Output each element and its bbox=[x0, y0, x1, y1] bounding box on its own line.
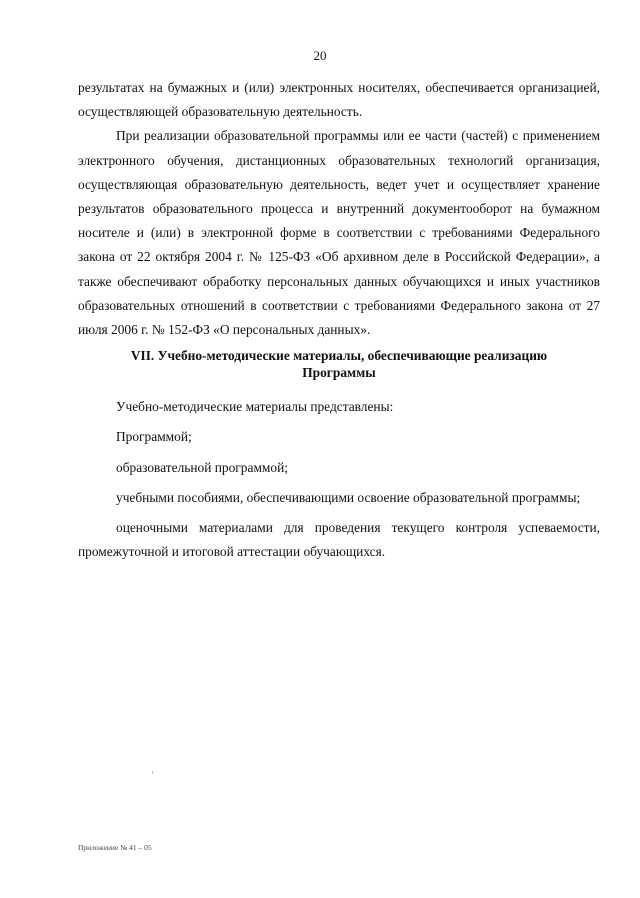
list-item: учебными пособиями, обеспечивающими освоение образовательной программы; bbox=[116, 489, 581, 505]
list-item: образовательной программой; bbox=[116, 459, 288, 475]
footer-annex-note: Приложение № 41 – 05 bbox=[78, 843, 152, 852]
list-item: Программой; bbox=[116, 429, 192, 445]
scan-speck bbox=[152, 771, 153, 774]
paragraph-continuation: результатах на бумажных и (или) электронных носителях, обеспечивается организацией, осуществляющей образовательную деятельность. bbox=[78, 80, 600, 120]
paragraph-electronic-learning: При реализации образовательной программы или ее части (частей) с применением электронного обучения, дистанционных образовательных технологий организация, осуществляющая образовательную деятельность, ведет учет и осуществляет хранение результатов образовательного процесса и внутренний документооборот на бумажном носителе и (или) в электронной форме в соответствии с требованиями Федерального закона от 22 октября 2004 г. № 125-ФЗ «Об архивном деле в Российской Федерации», а также обеспечивают обработку персональных данных обучающихся и иных участников образовательных отношений в соответствии с требованиями Федерального закона от 27 июля 2006 г. № 152-ФЗ «О персональных данных». bbox=[78, 128, 600, 338]
section-heading bbox=[78, 348, 600, 381]
section-heading-line-1: VII. Учебно-методические материалы, обеспечивающие реализацию bbox=[130, 348, 548, 364]
document-body bbox=[78, 76, 600, 570]
list-item: оценочными материалами для проведения текущего контроля успеваемости, промежуточной и итоговой аттестации обучающихся. bbox=[78, 520, 600, 560]
section-heading-line-2: Программы bbox=[302, 364, 376, 380]
page-number: 20 bbox=[313, 48, 327, 63]
section-intro: Учебно-методические материалы представлены: bbox=[116, 399, 394, 415]
